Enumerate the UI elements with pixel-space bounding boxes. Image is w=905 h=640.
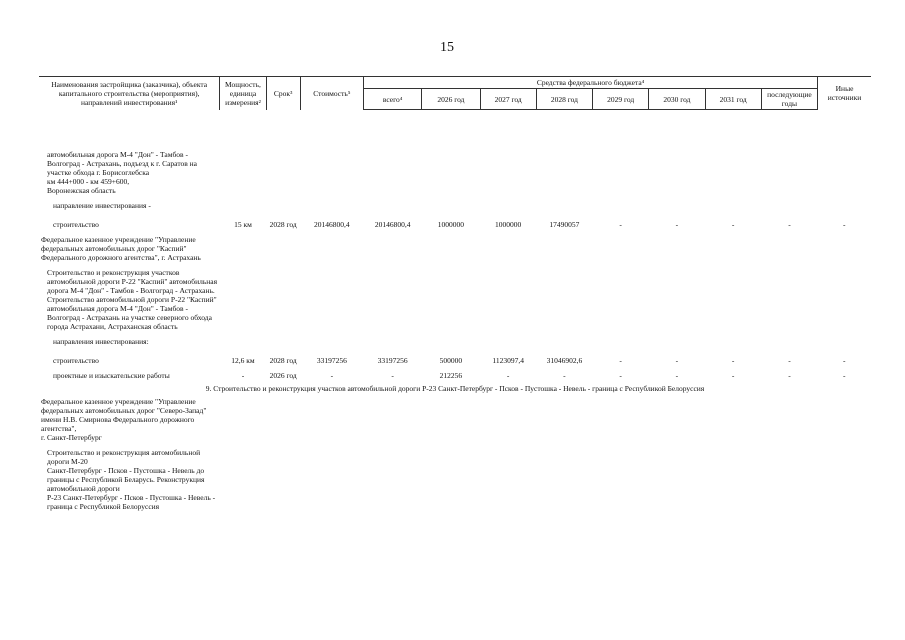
header-total: всего⁴ [364,89,422,110]
organization-name: Федеральное казенное учреждение "Управление федеральных автомобильных дорог "Северо-Запад" имени Н.В. Смирнова Федерального дорожного агентства", г. Санкт-Петербург [41,396,207,442]
line-name: строительство [53,219,99,229]
header-2026: 2026 год [422,89,480,110]
cell-capacity: 12,6 км [231,355,255,365]
cell-other-sources: - [843,219,846,229]
table-row [39,442,871,511]
investment-table [39,76,871,511]
table-row [39,331,871,346]
organization-name: Федеральное казенное учреждение "Управление федеральных автомобильных дорог "Каспий" Федерального дорожного агентства", г. Астрахань [41,234,201,262]
header-2027: 2027 год [480,89,536,110]
object-name: Строительство и реконструкция автомобильной дороги М-20 Санкт-Петербург - Псков - Пустошка - Невель до границы с Республикой Беларусь. Реконструкция автомобильной дороги Р-23 Санкт-Петербург - Псков - Пустошка - Невель - граница с Республикой Белоруссия [47,447,216,511]
cell-2026: 212256 [439,370,463,380]
cell-next-years: - [788,355,791,365]
line-name: строительство [53,355,99,365]
cell-total: - [391,370,394,380]
cell-2031: - [731,370,735,380]
header-federal-budget: Средства федерального бюджета⁴ [364,77,818,89]
table-row [39,346,871,365]
cell-term: 2028 год [269,355,297,365]
line-name: проектные и изыскательские работы [53,370,170,380]
cell-cost: - [330,370,334,380]
header-cost: Стоимость⁵ [300,77,363,110]
cell-next-years: - [788,219,791,229]
table-row [39,262,871,331]
cell-2028: - [563,370,566,380]
header-2029: 2029 год [593,89,649,110]
direction-label: направление инвестирования - [53,200,151,210]
cell-2026: 1000000 [437,219,465,229]
direction-label: направления инвестирования: [53,336,149,346]
header-2031: 2031 год [705,89,761,110]
table-row [39,380,871,397]
object-name: Строительство и реконструкция участков автомобильной дороги Р-22 "Каспий" автомобильная дорога М-4 "Дон" - Тамбов - Волгоград - Астрахань. Строительство автомобильной дороги Р-22 "Каспий" автомобильная дорога М-4 "Дон" - Тамбов - Волгоград - Астрахань на участке северного обхода города Астрахани, Астраханская область [47,267,218,331]
cell-2028: 17490057 [549,219,580,229]
cell-2026: 500000 [439,355,463,365]
header-2028: 2028 год [536,89,592,110]
header-next-years: последующие годы [761,89,817,110]
cell-2031: - [731,355,735,365]
cell-2029: - [619,219,622,229]
table-row [39,397,871,442]
cell-total: 20146800,4 [374,219,411,229]
cell-capacity: - [241,370,245,380]
table-row [39,195,871,210]
table-row [39,210,871,229]
header-name: Наименования застройщика (заказчика), объекта капитального строительства (мероприятия), направлений инвестирования¹ [39,77,220,110]
cell-cost: 33197256 [316,355,347,365]
header-capacity: Мощность, единица измерения² [220,77,266,110]
cell-2029: - [619,355,622,365]
cell-2027: 1000000 [495,219,522,229]
cell-capacity: 15 км [234,219,252,229]
page-number: 15 [440,40,454,55]
cell-2030: - [675,370,679,380]
cell-term: 2026 год [269,370,297,380]
header-2030: 2030 год [649,89,705,110]
cell-total: 33197256 [377,355,408,365]
cell-2030: - [675,355,679,365]
cell-2029: - [619,370,622,380]
section-heading: 9. Строительство и реконструкция участков автомобильной дороги Р-23 Санкт-Петербург - Псков - Пустошка - Невель - граница с Республикой Белоруссия [205,383,705,393]
object-name: автомобильная дорога М-4 "Дон" - Тамбов - Волгоград - Астрахань, подъезд к г. Саратов на участке обхода г. Борисоглебска км 444+000 - км 459+600, Воронежская область [47,149,198,195]
cell-2031: - [731,219,735,229]
table-row [39,365,871,380]
cell-2028: 31046902,6 [546,355,583,365]
table-row [39,110,871,195]
header-term: Срок³ [266,77,300,110]
cell-cost: 20146800,4 [314,219,350,229]
cell-other-sources: - [843,370,846,380]
header-other-sources: Иные источники [818,77,871,110]
table-row [39,229,871,262]
cell-2027: - [506,370,510,380]
cell-next-years: - [788,370,791,380]
cell-2030: - [675,219,679,229]
cell-term: 2028 год [269,219,297,229]
cell-other-sources: - [843,355,846,365]
cell-2027: 1123097,4 [492,355,524,365]
